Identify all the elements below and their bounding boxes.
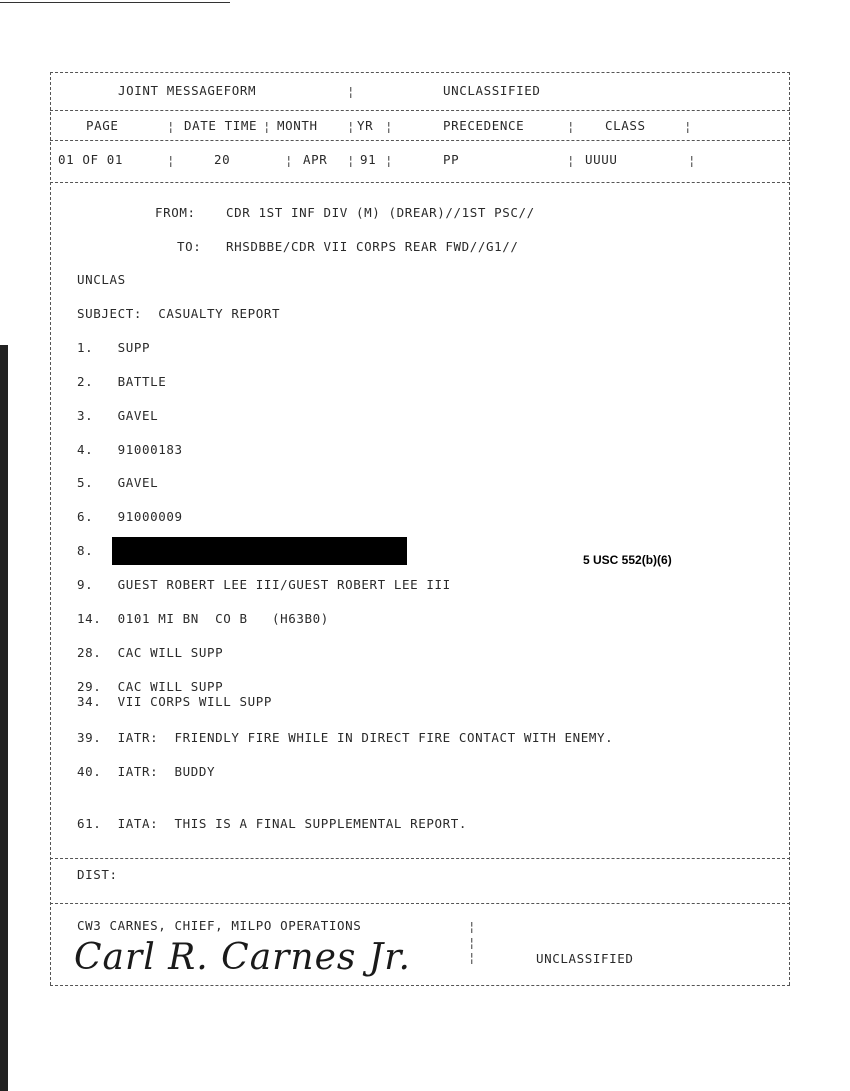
col-class: CLASS (605, 118, 646, 133)
signer-line: CW3 CARNES, CHIEF, MILPO OPERATIONS (77, 918, 362, 933)
item-6: 6. 91000009 (77, 509, 183, 524)
form-right-border (789, 72, 790, 985)
from-label: FROM: (155, 205, 196, 220)
form-top-border (50, 72, 790, 73)
col-sep-1: ¦ (167, 119, 175, 134)
val-datetime: 20 (214, 152, 231, 167)
col-datetime: DATE TIME (184, 118, 258, 133)
item-5: 5. GAVEL (77, 475, 159, 490)
item-4: 4. 91000183 (77, 442, 183, 457)
val-precedence: PP (443, 152, 460, 167)
scan-top-line (0, 2, 230, 3)
item-29: 29. CAC WILL SUPP (77, 679, 224, 694)
form-left-border (50, 72, 51, 985)
item-14: 14. 0101 MI BN CO B (H63B0) (77, 611, 329, 626)
val-sep-1: ¦ (167, 153, 175, 168)
item-39: 39. IATR: FRIENDLY FIRE WHILE IN DIRECT FIRE CONTACT WITH ENEMY. (77, 730, 614, 745)
val-yr: 91 (360, 152, 377, 167)
exemption-label: 5 USC 552(b)(6) (583, 553, 672, 567)
item-1: 1. SUPP (77, 340, 151, 355)
item-9: 9. GUEST ROBERT LEE III/GUEST ROBERT LEE III (77, 577, 451, 592)
signature: Carl R. Carnes Jr. (74, 937, 411, 978)
from-value: CDR 1ST INF DIV (M) (DREAR)//1ST PSC// (226, 205, 535, 220)
item-40: 40. IATR: BUDDY (77, 764, 216, 779)
to-value: RHSDBBE/CDR VII CORPS REAR FWD//G1// (226, 239, 519, 254)
unclas-label: UNCLAS (77, 272, 126, 287)
header-divider (50, 110, 790, 111)
scan-edge (0, 345, 8, 1091)
col-page: PAGE (86, 118, 119, 133)
val-month: APR (303, 152, 328, 167)
col-sep-3: ¦ (347, 119, 355, 134)
columns-divider (50, 140, 790, 141)
val-class: UUUU (585, 152, 618, 167)
footer-sep-1: ¦ (468, 919, 476, 934)
item-8: 8. (77, 543, 94, 558)
redaction-block (112, 537, 407, 565)
item-34: 34. VII CORPS WILL SUPP (77, 694, 273, 709)
val-sep-2: ¦ (285, 153, 293, 168)
val-sep-3: ¦ (347, 153, 355, 168)
val-sep-6: ¦ (688, 153, 696, 168)
item-2: 2. BATTLE (77, 374, 167, 389)
header-separator: ¦ (347, 84, 355, 99)
header-classification: UNCLASSIFIED (443, 83, 541, 98)
col-sep-4: ¦ (385, 119, 393, 134)
dist-bottom-border (50, 903, 790, 904)
col-yr: YR (357, 118, 374, 133)
dist-top-border (50, 858, 790, 859)
val-page: 01 OF 01 (58, 152, 124, 167)
val-sep-5: ¦ (567, 153, 575, 168)
footer-classification: UNCLASSIFIED (536, 951, 634, 966)
col-month: MONTH (277, 118, 318, 133)
col-sep-6: ¦ (684, 119, 692, 134)
val-sep-4: ¦ (385, 153, 393, 168)
footer-sep-3: ¦ (468, 950, 476, 965)
item-61: 61. IATA: THIS IS A FINAL SUPPLEMENTAL REPORT. (77, 816, 468, 831)
form-title: JOINT MESSAGEFORM (118, 83, 257, 98)
form-bottom-border (50, 985, 790, 986)
col-precedence: PRECEDENCE (443, 118, 525, 133)
dist-label: DIST: (77, 867, 118, 882)
values-divider (50, 182, 790, 183)
subject-line: SUBJECT: CASUALTY REPORT (77, 306, 281, 321)
to-label: TO: (177, 239, 202, 254)
col-sep-5: ¦ (567, 119, 575, 134)
item-3: 3. GAVEL (77, 408, 159, 423)
col-sep-2: ¦ (263, 119, 271, 134)
footer-sep-2: ¦ (468, 935, 476, 950)
item-28: 28. CAC WILL SUPP (77, 645, 224, 660)
